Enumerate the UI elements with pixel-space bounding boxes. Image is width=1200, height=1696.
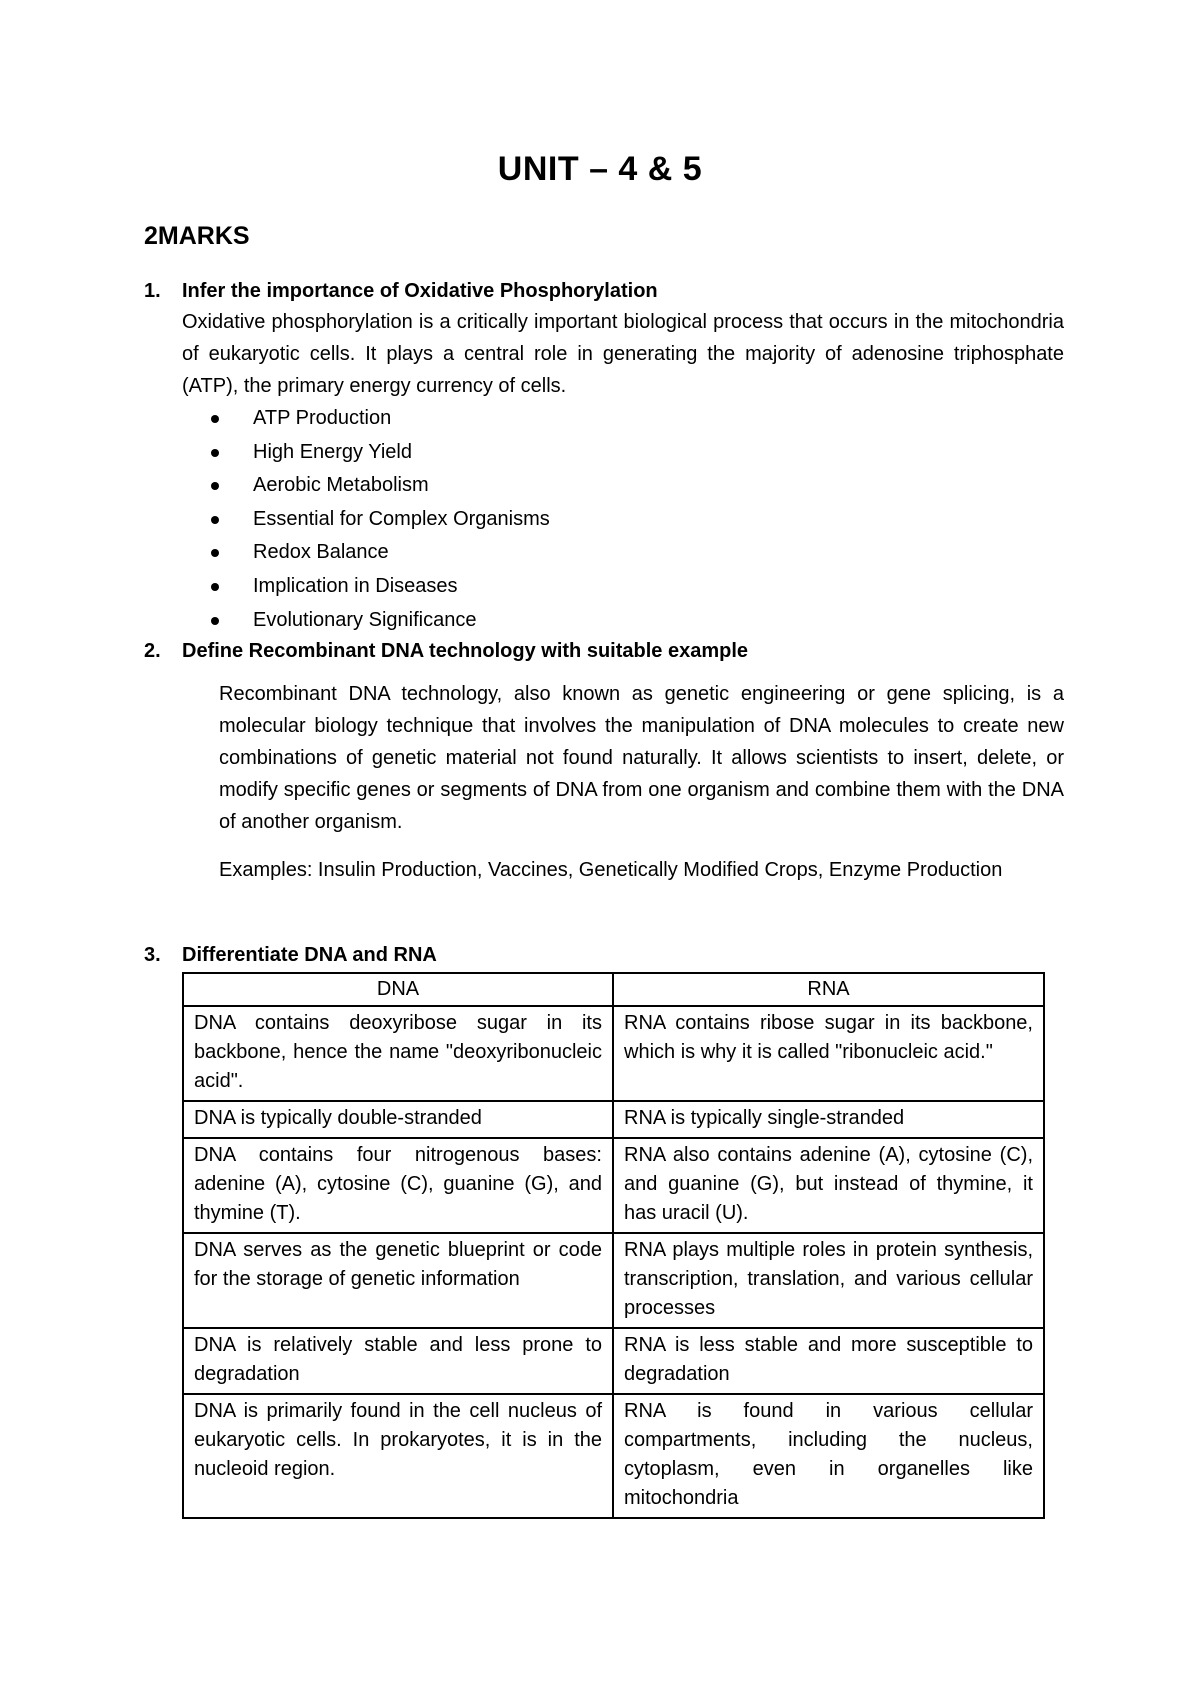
question-1 [144,276,1064,637]
question-number: 1. [144,280,161,302]
list-item: High Energy Yield [182,436,1064,470]
page-title: UNIT – 4 & 5 [497,150,703,188]
table-row [183,1394,1044,1518]
question-2 [144,636,1064,886]
answer-paragraph: Oxidative phosphorylation is a critically important biological process that occurs in the mitochondria of eukaryotic cells. It plays a central role in generating the majority of adenosine triphosphate (ATP), the primary energy currency of cells. [182,311,1064,397]
question-3 [144,940,1064,970]
table-cell: DNA contains deoxyribose sugar in its backbone, hence the name "deoxyribonucleic acid". [183,1006,613,1101]
list-item: Essential for Complex Organisms [182,503,1064,537]
bullet-list [182,402,1064,637]
table-row [183,1006,1044,1101]
table-row [183,1233,1044,1328]
question-number: 3. [144,944,161,966]
table-cell: RNA plays multiple roles in protein synthesis, transcription, translation, and various cellular processes [613,1233,1044,1328]
list-item: ATP Production [182,402,1064,436]
table-cell: DNA is primarily found in the cell nucleus of eukaryotic cells. In prokaryotes, it is in the nucleoid region. [183,1394,613,1518]
table-header-row [183,973,1044,1006]
table-row [183,1328,1044,1394]
table-cell: DNA serves as the genetic blueprint or code for the storage of genetic information [183,1233,613,1328]
question-title: Define Recombinant DNA technology with suitable example [182,640,749,662]
table-row [183,1101,1044,1138]
comparison-table [182,972,1045,1519]
table-cell: RNA is less stable and more susceptible to degradation [613,1328,1044,1394]
table-header-dna: DNA [183,973,613,1006]
question-number: 2. [144,640,161,662]
question-title: Differentiate DNA and RNA [182,944,437,966]
examples-paragraph: Examples: Insulin Production, Vaccines, Genetically Modified Crops, Enzyme Production [219,859,1003,881]
table-cell: DNA is typically double-stranded [183,1101,613,1138]
table-cell: RNA contains ribose sugar in its backbone, which is why it is called "ribonucleic acid." [613,1006,1044,1101]
question-title: Infer the importance of Oxidative Phosphorylation [182,280,658,302]
list-item: Aerobic Metabolism [182,469,1064,503]
list-item: Redox Balance [182,536,1064,570]
list-item: Evolutionary Significance [182,604,1064,638]
table-cell: DNA contains four nitrogenous bases: adenine (A), cytosine (C), guanine (G), and thymine (T). [183,1138,613,1233]
question-heading [144,276,1064,306]
table-header-rna: RNA [613,973,1044,1006]
table-cell: RNA is found in various cellular compartments, including the nucleus, cytoplasm, even in organelles like mitochondria [613,1394,1044,1518]
question-heading [144,636,1064,666]
answer-paragraph: Recombinant DNA technology, also known as genetic engineering or gene splicing, is a molecular biology technique that involves the manipulation of DNA molecules to create new combinations of genetic material not found naturally. It allows scientists to insert, delete, or modify specific genes or segments of DNA from one organism and combine them with the DNA of another organism. [219,683,1064,833]
table-cell: RNA is typically single-stranded [613,1101,1044,1138]
list-item: Implication in Diseases [182,570,1064,604]
question-heading [144,940,1064,970]
table-row [183,1138,1044,1233]
table-cell: DNA is relatively stable and less prone to degradation [183,1328,613,1394]
table-cell: RNA also contains adenine (A), cytosine (C), and guanine (G), but instead of thymine, it has uracil (U). [613,1138,1044,1233]
answer-body [219,678,1064,886]
section-heading: 2MARKS [144,222,250,250]
